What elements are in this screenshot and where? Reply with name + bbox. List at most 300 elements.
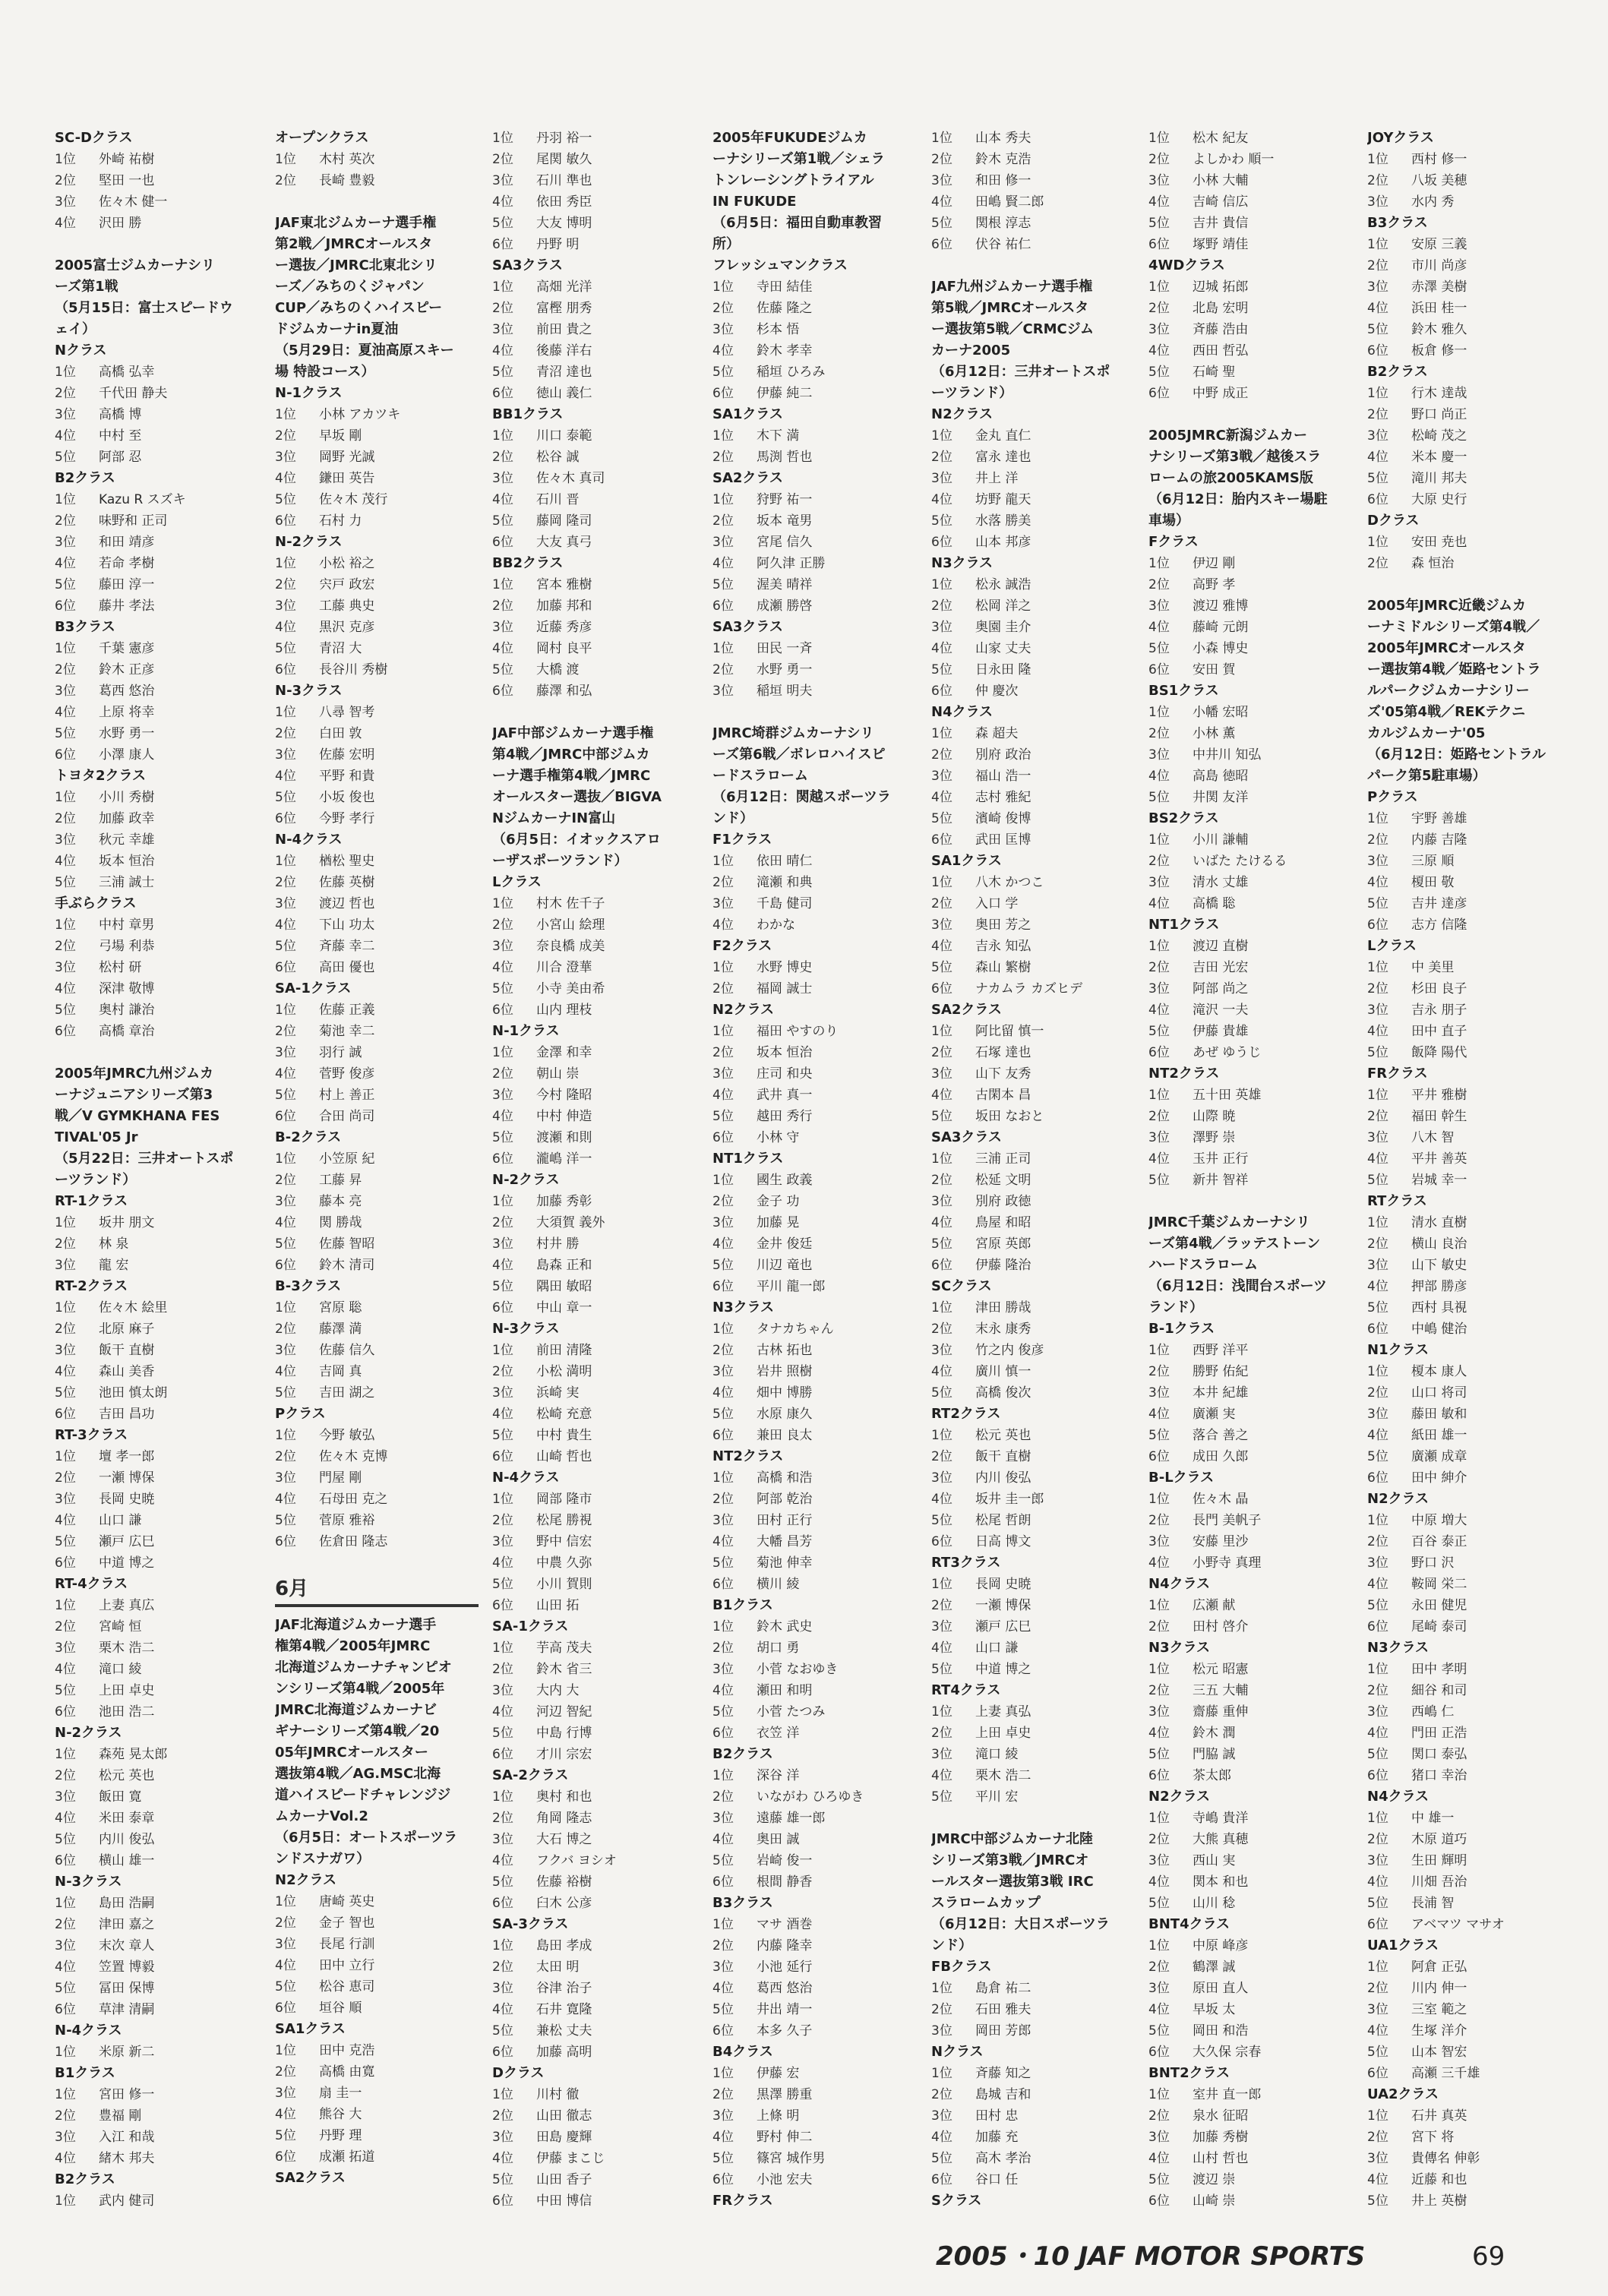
driver-name: 木下 満 bbox=[757, 428, 800, 444]
result-row bbox=[1367, 1871, 1574, 1893]
driver-name: 加藤 邦和 bbox=[536, 598, 592, 614]
driver-name: 伊藤 隆治 bbox=[975, 1258, 1031, 1273]
event-title-line: トンレーシングトライアル bbox=[712, 172, 874, 188]
result-row bbox=[712, 2169, 919, 2190]
result-row bbox=[931, 1467, 1138, 1489]
rank-label: 2位 bbox=[275, 2064, 296, 2080]
rank-label: 2位 bbox=[1148, 726, 1170, 741]
rank-label: 3位 bbox=[1367, 1130, 1388, 1145]
result-row bbox=[55, 447, 261, 468]
result-row bbox=[55, 2084, 261, 2105]
result-row bbox=[492, 234, 699, 255]
driver-name: 津田 嘉之 bbox=[99, 1917, 155, 1932]
rank-label: 1位 bbox=[1148, 1811, 1170, 1826]
driver-name: 石塚 達也 bbox=[975, 1045, 1031, 1060]
class-heading: N-2クラス bbox=[492, 1172, 560, 1188]
rank-label: 2位 bbox=[55, 513, 76, 529]
driver-name: 中村 貴生 bbox=[536, 1428, 592, 1443]
driver-name: 大幡 昌芳 bbox=[757, 1534, 813, 1549]
result-row bbox=[492, 1871, 699, 1893]
rank-label: 6位 bbox=[492, 1300, 513, 1315]
driver-name: 加藤 秀樹 bbox=[1193, 2130, 1249, 2145]
section-spacer bbox=[1148, 404, 1355, 425]
rank-label: 6位 bbox=[1367, 1470, 1388, 1486]
result-row bbox=[492, 1042, 699, 1063]
result-row bbox=[275, 2083, 482, 2104]
result-row bbox=[931, 532, 1138, 553]
result-row bbox=[1148, 1404, 1355, 1425]
driver-name: 高島 徳昭 bbox=[1193, 769, 1249, 784]
rank-label: 4位 bbox=[275, 1066, 296, 1082]
rank-label: 6位 bbox=[1367, 1619, 1388, 1634]
rank-label: 3位 bbox=[931, 173, 952, 188]
driver-name: 島城 吉和 bbox=[975, 2087, 1031, 2102]
rank-label: 1位 bbox=[55, 1896, 76, 1911]
result-row bbox=[275, 2146, 482, 2168]
driver-name: 武内 健司 bbox=[99, 2193, 155, 2209]
rank-label: 1位 bbox=[712, 2066, 734, 2081]
result-row bbox=[931, 1723, 1138, 1744]
driver-name: 佐々木 真司 bbox=[536, 471, 605, 486]
rank-label: 2位 bbox=[1367, 832, 1388, 848]
rank-label: 5位 bbox=[1367, 1449, 1388, 1464]
class-heading: N2クラス bbox=[275, 1872, 337, 1888]
driver-name: 加藤 充 bbox=[975, 2130, 1019, 2145]
driver-name: 内川 俊弘 bbox=[975, 1470, 1031, 1486]
result-row bbox=[1148, 2148, 1355, 2169]
driver-name: 松谷 恵司 bbox=[319, 1979, 375, 1994]
driver-name: 金子 功 bbox=[757, 1194, 800, 1209]
driver-name: 田中 孝明 bbox=[1411, 1662, 1467, 1677]
result-row bbox=[275, 1063, 482, 1085]
rank-label: 2位 bbox=[492, 1066, 513, 1082]
rank-label: 5位 bbox=[1367, 1300, 1388, 1315]
rank-label: 3位 bbox=[55, 832, 76, 848]
event-title-line: 2005年JMRCオールスタ bbox=[1367, 640, 1526, 656]
result-row bbox=[712, 298, 919, 319]
class-heading: B4クラス bbox=[712, 2044, 773, 2060]
result-row bbox=[712, 276, 919, 298]
class-heading: SA-1クラス bbox=[275, 981, 352, 996]
rank-label: 4位 bbox=[492, 960, 513, 975]
result-row bbox=[492, 1531, 699, 1552]
class-heading: B1クラス bbox=[712, 1597, 773, 1613]
driver-name: 本井 紀雄 bbox=[1193, 1385, 1249, 1401]
driver-name: 田民 一斉 bbox=[757, 641, 813, 656]
result-row bbox=[492, 532, 699, 553]
rank-label: 4位 bbox=[1148, 2151, 1170, 2166]
result-row bbox=[931, 681, 1138, 702]
driver-name: 高畑 光洋 bbox=[536, 279, 592, 295]
rank-label: 3位 bbox=[1367, 854, 1388, 869]
result-row bbox=[55, 553, 261, 574]
rank-label: 2位 bbox=[492, 1215, 513, 1230]
rank-label: 4位 bbox=[1367, 2023, 1388, 2039]
driver-name: 板倉 修一 bbox=[1411, 343, 1467, 358]
class-heading: B3クラス bbox=[1367, 215, 1428, 231]
driver-name: 永田 健児 bbox=[1411, 1598, 1467, 1613]
rank-label: 3位 bbox=[275, 2086, 296, 2101]
driver-name: 白田 敦 bbox=[319, 726, 362, 741]
result-row bbox=[492, 128, 699, 149]
class-heading: N-2クラス bbox=[275, 534, 343, 550]
driver-name: 米原 新二 bbox=[99, 2045, 155, 2060]
result-row bbox=[492, 1978, 699, 1999]
rank-label: 3位 bbox=[55, 407, 76, 422]
driver-name: 佐藤 隆之 bbox=[757, 301, 813, 316]
driver-name: 松木 紀友 bbox=[1193, 131, 1249, 146]
rank-label: 3位 bbox=[492, 1236, 513, 1252]
rank-label: 1位 bbox=[492, 131, 513, 146]
result-row bbox=[1367, 1000, 1574, 1021]
rank-label: 1位 bbox=[55, 1598, 76, 1613]
result-row bbox=[931, 2127, 1138, 2148]
event-title-line: （5月22日：三井オートスポ bbox=[55, 1151, 234, 1167]
driver-name: 中島 行博 bbox=[536, 1726, 592, 1741]
driver-name: 奥村 和也 bbox=[536, 1789, 592, 1805]
class-heading: N2クラス bbox=[931, 406, 994, 422]
rank-label: 2位 bbox=[55, 386, 76, 401]
rank-label: 1位 bbox=[492, 1789, 513, 1805]
class-heading: RT-1クラス bbox=[55, 1193, 128, 1209]
rank-label: 5位 bbox=[1367, 1896, 1388, 1911]
result-row bbox=[1148, 1850, 1355, 1871]
class-heading: JOYクラス bbox=[1367, 130, 1434, 146]
result-row bbox=[1148, 1680, 1355, 1701]
result-row bbox=[275, 957, 482, 978]
driver-name: 秋元 幸雄 bbox=[99, 832, 155, 848]
result-row bbox=[55, 744, 261, 766]
result-row bbox=[492, 510, 699, 532]
rank-label: 1位 bbox=[1367, 960, 1388, 975]
driver-name: 吉田 湖之 bbox=[319, 1385, 375, 1401]
driver-name: 草津 清嗣 bbox=[99, 2002, 155, 2017]
result-row bbox=[1148, 553, 1355, 574]
rank-label: 3位 bbox=[1148, 322, 1170, 337]
rank-label: 4位 bbox=[492, 194, 513, 210]
rank-label: 5位 bbox=[492, 1874, 513, 1890]
driver-name: 八尋 智考 bbox=[319, 705, 375, 720]
result-row bbox=[1367, 404, 1574, 425]
rank-label: 3位 bbox=[931, 1343, 952, 1358]
rank-label: 4位 bbox=[712, 1088, 734, 1103]
event-title-line: JAF東北ジムカーナ選手権 bbox=[275, 215, 437, 231]
driver-name: 小松 裕之 bbox=[319, 556, 375, 571]
result-row bbox=[1367, 340, 1574, 362]
result-row bbox=[1148, 2020, 1355, 2042]
rank-label: 4位 bbox=[1148, 343, 1170, 358]
class-heading: B3クラス bbox=[712, 1895, 773, 1911]
driver-name: 山田 拓 bbox=[536, 1598, 580, 1613]
rank-label: 3位 bbox=[492, 173, 513, 188]
rank-label: 1位 bbox=[712, 854, 734, 869]
driver-name: 八坂 美穂 bbox=[1411, 173, 1467, 188]
driver-name: 吉永 朋子 bbox=[1411, 1003, 1467, 1018]
rank-label: 2位 bbox=[275, 577, 296, 592]
class-heading: B2クラス bbox=[55, 470, 115, 486]
driver-name: 小松 満明 bbox=[536, 1364, 592, 1379]
driver-name: 成田 久郎 bbox=[1193, 1449, 1249, 1464]
class-heading: SA1クラス bbox=[931, 853, 1002, 869]
rank-label: 6位 bbox=[712, 1726, 734, 1741]
rank-label: 5位 bbox=[492, 981, 513, 996]
driver-name: 上條 明 bbox=[757, 2108, 800, 2124]
class-heading: SA3クラス bbox=[492, 257, 563, 273]
rank-label: 5位 bbox=[275, 492, 296, 507]
driver-name: 藤田 敏和 bbox=[1411, 1407, 1467, 1422]
rank-label: 4位 bbox=[931, 194, 952, 210]
rank-label: 3位 bbox=[492, 1981, 513, 1996]
rank-label: 5位 bbox=[931, 960, 952, 975]
rank-label: 1位 bbox=[275, 152, 296, 167]
result-row bbox=[712, 1340, 919, 1361]
driver-name: 斉藤 知之 bbox=[975, 2066, 1031, 2081]
class-heading: SCクラス bbox=[931, 1278, 992, 1294]
rank-label: 2位 bbox=[492, 2108, 513, 2124]
rank-label: 4位 bbox=[55, 1662, 76, 1677]
event-title-line: ルパークジムカーナシリー bbox=[1367, 683, 1530, 699]
rank-label: 2位 bbox=[492, 1662, 513, 1677]
driver-name: 安田 尭也 bbox=[1411, 535, 1467, 550]
result-row bbox=[275, 638, 482, 659]
driver-name: 松尾 哲朗 bbox=[975, 1513, 1031, 1528]
rank-label: 4位 bbox=[1148, 1407, 1170, 1422]
driver-name: 越田 秀行 bbox=[757, 1109, 813, 1124]
rank-label: 3位 bbox=[712, 1215, 734, 1230]
result-row bbox=[275, 1361, 482, 1382]
rank-label: 2位 bbox=[712, 1789, 734, 1805]
result-row bbox=[55, 1808, 261, 1829]
result-row bbox=[1148, 1446, 1355, 1467]
result-row bbox=[1148, 936, 1355, 957]
driver-name: 菊池 伸幸 bbox=[757, 1555, 813, 1571]
driver-name: 合田 尚司 bbox=[319, 1109, 375, 1124]
result-row bbox=[55, 1914, 261, 1935]
event-title-line: カーナ2005 bbox=[931, 343, 1011, 358]
driver-name: 藤澤 和弘 bbox=[536, 684, 592, 699]
result-row bbox=[931, 1595, 1138, 1616]
result-row bbox=[492, 489, 699, 510]
result-row bbox=[1367, 1744, 1574, 1765]
driver-name: 加藤 秀彰 bbox=[536, 1194, 592, 1209]
driver-name: 勝野 佑紀 bbox=[1193, 1364, 1249, 1379]
rank-label: 2位 bbox=[1367, 556, 1388, 571]
result-row bbox=[1367, 914, 1574, 936]
result-row bbox=[1148, 1085, 1355, 1106]
rank-label: 1位 bbox=[1148, 1492, 1170, 1507]
result-row bbox=[492, 2169, 699, 2190]
rank-label: 5位 bbox=[492, 216, 513, 231]
result-row bbox=[1367, 319, 1574, 340]
rank-label: 1位 bbox=[931, 726, 952, 741]
result-row bbox=[1367, 2020, 1574, 2042]
rank-label: 1位 bbox=[1367, 237, 1388, 252]
result-row bbox=[712, 1531, 919, 1552]
result-row bbox=[712, 914, 919, 936]
result-row bbox=[275, 2061, 482, 2083]
class-heading: BNT2クラス bbox=[1148, 2065, 1230, 2081]
driver-name: 高橋 博 bbox=[99, 407, 142, 422]
result-row bbox=[931, 1382, 1138, 1404]
rank-label: 2位 bbox=[1367, 1109, 1388, 1124]
result-row bbox=[1148, 1723, 1355, 1744]
rank-label: 5位 bbox=[492, 513, 513, 529]
result-row bbox=[1148, 213, 1355, 234]
rank-label: 4位 bbox=[1367, 2172, 1388, 2187]
driver-name: 近藤 秀彦 bbox=[536, 620, 592, 635]
result-row bbox=[712, 1723, 919, 1744]
result-row bbox=[931, 787, 1138, 808]
rank-label: 4位 bbox=[1367, 1024, 1388, 1039]
rank-label: 5位 bbox=[275, 1513, 296, 1528]
event-title-line: ムカーナVol.2 bbox=[275, 1808, 368, 1824]
rank-label: 6位 bbox=[492, 684, 513, 699]
rank-label: 4位 bbox=[275, 1958, 296, 1973]
result-row bbox=[712, 872, 919, 893]
driver-name: 阿比留 慎一 bbox=[975, 1024, 1044, 1039]
driver-name: 伊藤 宏 bbox=[757, 2066, 800, 2081]
result-row bbox=[275, 1000, 482, 1021]
rank-label: 4位 bbox=[1148, 1003, 1170, 1018]
result-row bbox=[712, 1871, 919, 1893]
rank-label: 5位 bbox=[1148, 2023, 1170, 2039]
rank-label: 1位 bbox=[1367, 1364, 1388, 1379]
driver-name: 瀬田 和明 bbox=[757, 1683, 813, 1698]
event-title-line: （6月5日：イオックスアロ bbox=[492, 832, 661, 848]
driver-name: 貴傳名 伸彰 bbox=[1411, 2151, 1480, 2166]
rank-label: 4位 bbox=[712, 1683, 734, 1698]
class-heading: F2クラス bbox=[712, 938, 772, 954]
class-heading: SA-3クラス bbox=[492, 1916, 569, 1932]
result-row bbox=[492, 1574, 699, 1595]
rank-label: 1位 bbox=[492, 1641, 513, 1656]
driver-name: 原田 直人 bbox=[1193, 1981, 1249, 1996]
result-row bbox=[931, 766, 1138, 787]
class-heading: B2クラス bbox=[1367, 364, 1428, 380]
driver-name: 木村 英次 bbox=[319, 152, 375, 167]
result-row bbox=[55, 2127, 261, 2148]
result-row bbox=[931, 468, 1138, 489]
rank-label: 6位 bbox=[931, 1534, 952, 1549]
driver-name: 川辺 竜也 bbox=[757, 1258, 813, 1273]
driver-name: 佐藤 信久 bbox=[319, 1343, 375, 1358]
driver-name: 長谷川 秀樹 bbox=[319, 662, 388, 677]
result-row bbox=[1367, 1425, 1574, 1446]
result-row bbox=[492, 1489, 699, 1510]
rank-label: 3位 bbox=[492, 1385, 513, 1401]
event-title-line: 2005富士ジムカーナシリ bbox=[55, 257, 216, 273]
result-row bbox=[275, 1042, 482, 1063]
rank-label: 6位 bbox=[275, 662, 296, 677]
rank-label: 6位 bbox=[275, 1534, 296, 1549]
driver-name: 長岡 史暁 bbox=[99, 1492, 155, 1507]
rank-label: 2位 bbox=[1367, 1385, 1388, 1401]
result-row bbox=[931, 1106, 1138, 1127]
driver-name: 石川 準也 bbox=[536, 173, 592, 188]
rank-label: 1位 bbox=[1367, 386, 1388, 401]
driver-name: 門脇 誠 bbox=[1193, 1747, 1236, 1762]
rank-label: 6位 bbox=[1148, 2193, 1170, 2209]
rank-label: 6位 bbox=[712, 598, 734, 614]
result-row bbox=[275, 808, 482, 829]
driver-name: 小坂 俊也 bbox=[319, 790, 375, 805]
result-row bbox=[55, 702, 261, 723]
result-row bbox=[712, 1191, 919, 1212]
result-row bbox=[1148, 1808, 1355, 1829]
result-row bbox=[712, 1489, 919, 1510]
event-title-line: 道ハイスピードチャレンジジ bbox=[275, 1787, 451, 1803]
rank-label: 4位 bbox=[492, 492, 513, 507]
rank-label: 4位 bbox=[492, 641, 513, 656]
rank-label: 1位 bbox=[492, 1938, 513, 1953]
event-title-line: ーナ選手権第4戦／JMRC bbox=[492, 768, 651, 784]
driver-name: 佐倉田 隆志 bbox=[319, 1534, 388, 1549]
event-title-line: （6月12日：大日スポーツラ bbox=[931, 1916, 1110, 1932]
driver-name: 古閑本 昌 bbox=[975, 1088, 1031, 1103]
rank-label: 3位 bbox=[931, 1619, 952, 1634]
result-row bbox=[712, 1659, 919, 1680]
event-title-line: 2005JMRC新潟ジムカー bbox=[1148, 428, 1308, 444]
result-row bbox=[55, 1638, 261, 1659]
rank-label: 2位 bbox=[1148, 301, 1170, 316]
result-row bbox=[712, 1085, 919, 1106]
rank-label: 2位 bbox=[1367, 407, 1388, 422]
result-row bbox=[712, 681, 919, 702]
result-row bbox=[1367, 1829, 1574, 1850]
result-row bbox=[55, 1446, 261, 1467]
driver-name: 福岡 誠士 bbox=[757, 981, 813, 996]
result-row bbox=[492, 617, 699, 638]
result-row bbox=[55, 2105, 261, 2127]
driver-name: 廣瀬 成章 bbox=[1411, 1449, 1467, 1464]
rank-label: 2位 bbox=[712, 513, 734, 529]
driver-name: 坂本 恒治 bbox=[99, 854, 155, 869]
result-row bbox=[931, 2063, 1138, 2084]
result-row bbox=[55, 1616, 261, 1638]
result-row bbox=[931, 893, 1138, 914]
class-heading: Lクラス bbox=[1367, 938, 1417, 954]
rank-label: 3位 bbox=[931, 2108, 952, 2124]
result-row bbox=[1148, 893, 1355, 914]
class-heading: Lクラス bbox=[492, 874, 542, 890]
driver-name: 和田 靖彦 bbox=[99, 535, 155, 550]
driver-name: 宮崎 恒 bbox=[99, 1619, 142, 1634]
result-row bbox=[1367, 191, 1574, 213]
rank-label: 6位 bbox=[1148, 2045, 1170, 2060]
driver-name: 西村 具視 bbox=[1411, 1300, 1467, 1315]
section-spacer bbox=[55, 234, 261, 255]
rank-label: 4位 bbox=[55, 1364, 76, 1379]
rank-label: 3位 bbox=[1367, 1704, 1388, 1720]
result-row bbox=[492, 2148, 699, 2169]
driver-name: 上田 卓史 bbox=[975, 1726, 1031, 1741]
driver-name: 本多 久子 bbox=[757, 2023, 813, 2039]
driver-name: 伊藤 純二 bbox=[757, 386, 813, 401]
driver-name: 宍戸 政宏 bbox=[319, 577, 375, 592]
rank-label: 4位 bbox=[931, 1641, 952, 1656]
result-row bbox=[55, 1510, 261, 1531]
driver-name: 飯干 直樹 bbox=[99, 1343, 155, 1358]
section-spacer bbox=[275, 191, 482, 213]
rank-label: 2位 bbox=[55, 1768, 76, 1783]
rank-label: 4位 bbox=[712, 1534, 734, 1549]
driver-name: 黒沢 克彦 bbox=[319, 620, 375, 635]
rank-label: 6位 bbox=[275, 811, 296, 826]
rank-label: 4位 bbox=[1367, 1151, 1388, 1167]
driver-name: 泉水 征昭 bbox=[1193, 2108, 1249, 2124]
driver-name: 木原 道巧 bbox=[1411, 1832, 1467, 1847]
result-row bbox=[492, 1701, 699, 1723]
